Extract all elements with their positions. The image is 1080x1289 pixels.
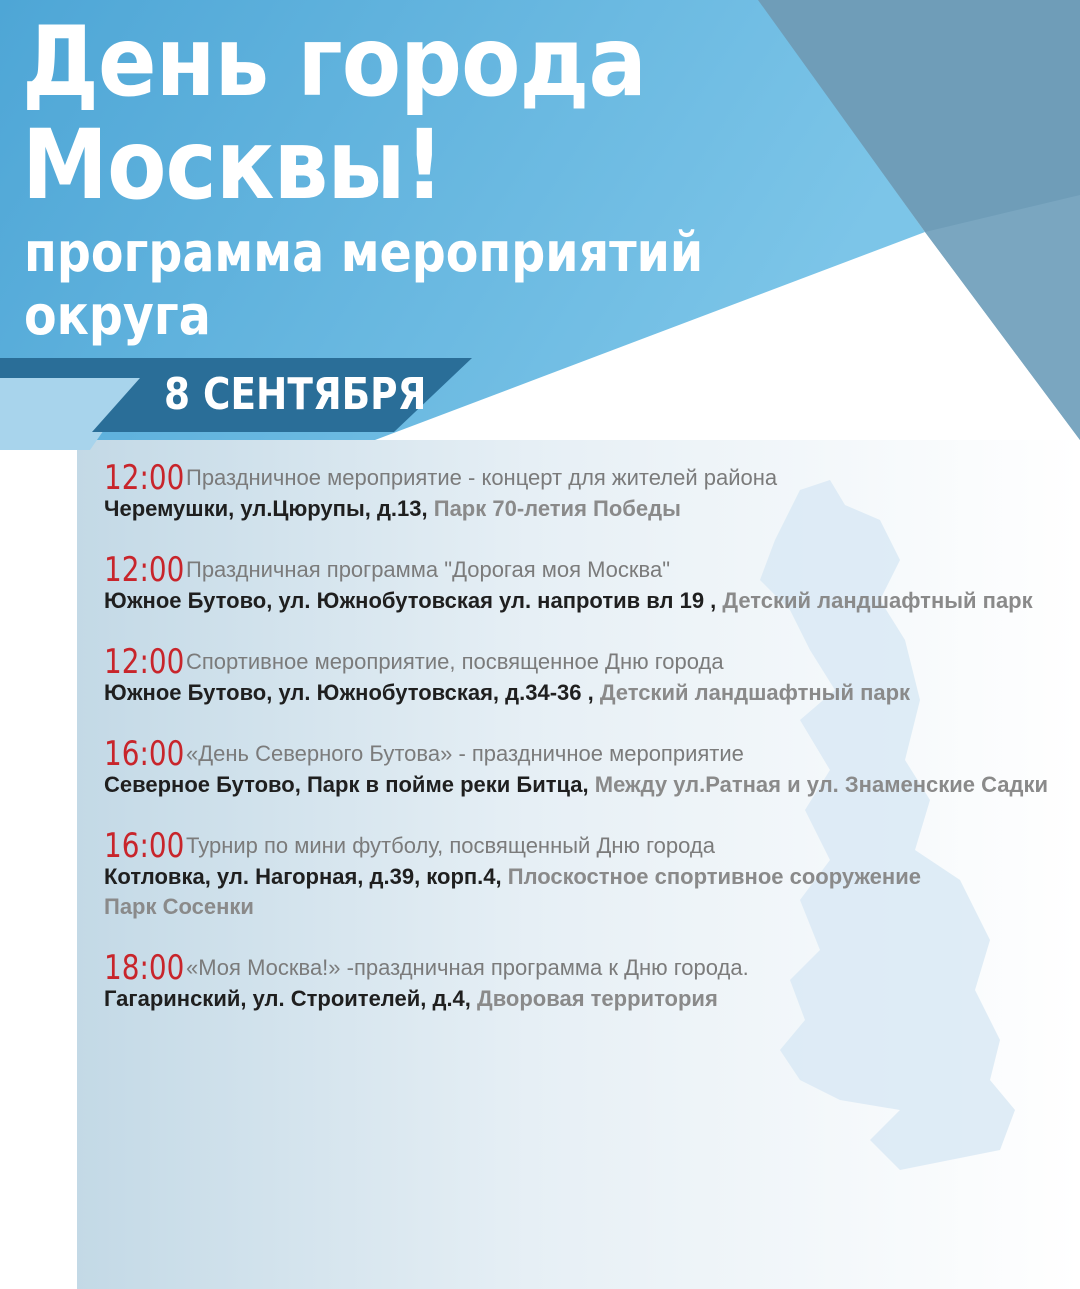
event-item bbox=[104, 734, 1064, 800]
subtitle-line1: программа мероприятий bbox=[24, 221, 704, 284]
event-venue: Детский ландшафтный парк bbox=[599, 680, 911, 705]
date-label: 8 СЕНТЯБРЯ bbox=[164, 369, 427, 420]
event-venue: Детский ландшафтный парк bbox=[722, 588, 1033, 613]
subtitle-line2: округа bbox=[24, 284, 211, 347]
event-description: Спортивное мероприятие, посвященное Дню города bbox=[186, 649, 724, 674]
event-description: «День Северного Бутова» - праздничное мероприятие bbox=[186, 741, 744, 766]
events-list bbox=[104, 458, 1064, 1044]
event-venue: Дворовая территория bbox=[477, 986, 718, 1011]
page-title-line2: Москвы! bbox=[22, 109, 444, 221]
event-address: Южное Бутово, ул. Южнобутовская ул. напротив вл 19 , bbox=[104, 588, 723, 613]
event-item bbox=[104, 948, 1064, 1014]
event-address: Котловка, ул. Нагорная, д.39, корп.4, bbox=[104, 864, 508, 889]
event-description: Турнир по мини футболу, посвященный Дню города bbox=[186, 833, 715, 858]
event-venue: Плоскостное спортивное сооружение bbox=[507, 864, 921, 889]
event-item bbox=[104, 826, 1064, 922]
event-venue: Между ул.Ратная и ул. Знаменские Садки bbox=[594, 772, 1049, 797]
event-address: Северное Бутово, Парк в пойме реки Битца, bbox=[104, 772, 595, 797]
event-description: Праздничная программа "Дорогая моя Москва" bbox=[186, 557, 671, 582]
event-time: 12:00 bbox=[104, 550, 185, 590]
event-item bbox=[104, 458, 1064, 524]
event-venue-line2: Парк Сосенки bbox=[104, 894, 254, 919]
event-description: «Моя Москва!» -праздничная программа к Дню города. bbox=[186, 955, 749, 980]
event-address: Южное Бутово, ул. Южнобутовская, д.34-36 , bbox=[104, 680, 600, 705]
event-time: 16:00 bbox=[104, 734, 185, 774]
event-address: Черемушки, ул.Цюрупы, д.13, bbox=[104, 496, 434, 521]
event-address: Гагаринский, ул. Строителей, д.4, bbox=[104, 986, 478, 1011]
event-venue: Парк 70-летия Победы bbox=[433, 496, 681, 521]
event-description: Праздничное мероприятие - концерт для жителей района bbox=[186, 465, 778, 490]
page-title-line1: День города bbox=[22, 6, 646, 118]
event-time: 18:00 bbox=[104, 948, 185, 988]
event-time: 16:00 bbox=[104, 826, 185, 866]
event-item bbox=[104, 550, 1064, 616]
event-time: 12:00 bbox=[104, 642, 185, 682]
event-time: 12:00 bbox=[104, 458, 185, 498]
event-item bbox=[104, 642, 1064, 708]
